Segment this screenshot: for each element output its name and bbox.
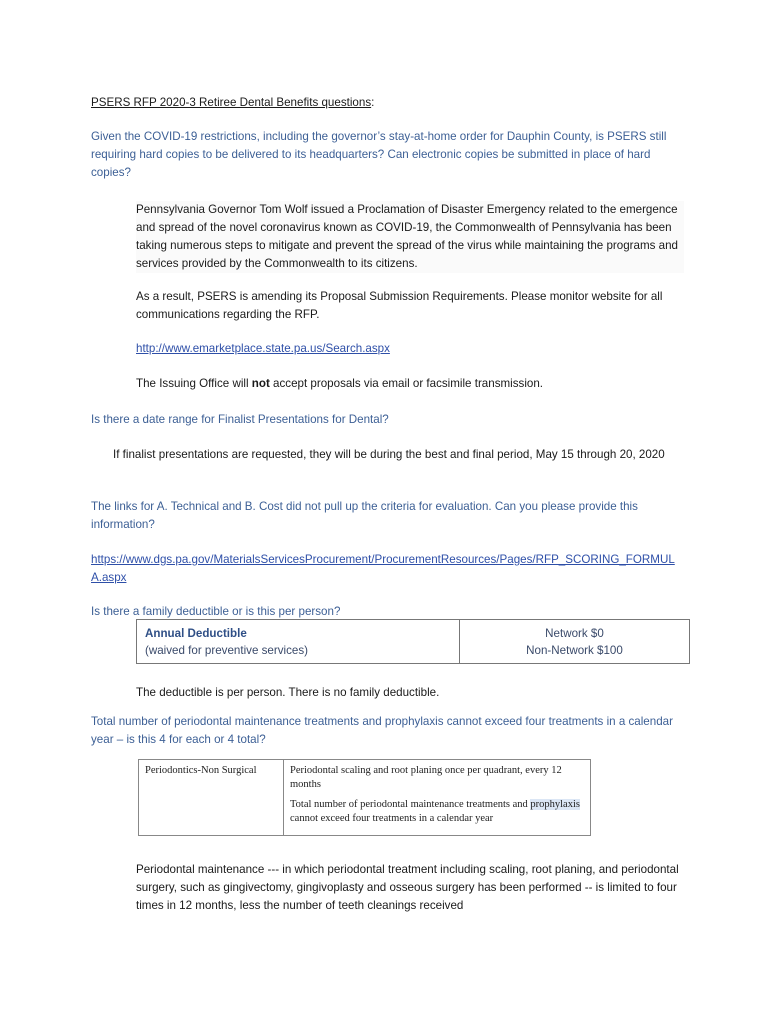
answer-periodontal-maintenance: Periodontal maintenance --- in which periodontal treatment including scaling, root planing, and periodontal surgery, such as gingivectomy, gingivoplasty and osseous surgery has been performed -- is limited to four times in 12 months, less the number of teeth cleanings received — [136, 863, 679, 912]
annual-deductible-label: Annual Deductible — [145, 627, 247, 640]
maintenance-limit-text — [290, 798, 584, 826]
answer-finalist-dates: If finalist presentations are requested, they will be during the best and final period, May 15 through 20, 2020 — [113, 448, 665, 461]
network-deductible: Network $0 — [545, 627, 604, 640]
emarketplace-link-line — [136, 340, 676, 358]
deductible-label-cell — [137, 620, 460, 664]
document-title-line — [91, 94, 691, 112]
waived-note: (waived for preventive services) — [145, 644, 309, 657]
deductible-values-cell — [460, 620, 690, 664]
question-evaluation-criteria: The links for A. Technical and B. Cost did not pull up the criteria for evaluation. Can you please provide this information? — [91, 500, 638, 531]
issuing-office-text-end: accept proposals via email or facsimile transmission. — [269, 377, 544, 390]
issuing-office-text: The Issuing Office will — [136, 377, 252, 390]
table-row — [139, 760, 591, 836]
scoring-formula-link-line — [91, 551, 683, 587]
question-finalist-dates: Is there a date range for Finalist Presentations for Dental? — [91, 413, 389, 426]
answer-per-person-deductible: The deductible is per person. There is no family deductible. — [136, 686, 440, 699]
not-emphasis: not — [251, 377, 270, 390]
question-covid: Given the COVID-19 restrictions, including the governor’s stay-at-home order for Dauphin County, is PSERS still requiring hard copies to be delivered to its headquarters? Can electronic copies be submitted in place of hard copies? — [91, 130, 667, 179]
non-network-deductible: Non-Network $100 — [526, 644, 623, 657]
periodontics-table-image — [138, 759, 591, 836]
question-family-deductible: Is there a family deductible or is this per person? — [91, 605, 341, 618]
prophylaxis-highlight: prophylaxis — [530, 799, 580, 810]
maintenance-limit-start: Total number of periodontal maintenance treatments and — [290, 799, 531, 810]
question-periodontal-limit: Total number of periodontal maintenance treatments and prophylaxis cannot exceed four treatments in a calendar year – is this 4 for each or 4 total? — [91, 715, 673, 746]
table-row — [137, 620, 690, 664]
emarketplace-link[interactable]: http://www.emarketplace.state.pa.us/Search.aspx — [136, 342, 390, 355]
deductible-table — [136, 619, 690, 664]
answer-proclamation: Pennsylvania Governor Tom Wolf issued a Proclamation of Disaster Emergency related to the emergence and spread of the novel coronavirus known as COVID-19, the Commonwealth of Pennsylvania has been taking numerous steps to mitigate and prevent the spread of the virus while maintaining the programs and services provided by the Commonwealth to its citizens. — [136, 201, 684, 273]
periodontics-category-cell: Periodontics-Non Surgical — [139, 760, 284, 836]
title-colon: : — [371, 96, 375, 109]
periodontics-description-cell — [284, 760, 591, 836]
scoring-formula-link[interactable]: https://www.dgs.pa.gov/MaterialsServicesProcurement/ProcurementResources/Pages/RFP_SCORING_FORMULA.aspx — [91, 553, 675, 584]
document-title: PSERS RFP 2020-3 Retiree Dental Benefits questions — [91, 96, 372, 109]
answer-no-email-proposals — [136, 375, 676, 393]
maintenance-limit-end: cannot exceed four treatments in a calendar year — [290, 813, 494, 824]
scaling-planing-text: Periodontal scaling and root planing once per quadrant, every 12 months — [290, 765, 562, 790]
answer-amending-requirements: As a result, PSERS is amending its Proposal Submission Requirements. Please monitor website for all communications regarding the RFP. — [136, 290, 663, 321]
